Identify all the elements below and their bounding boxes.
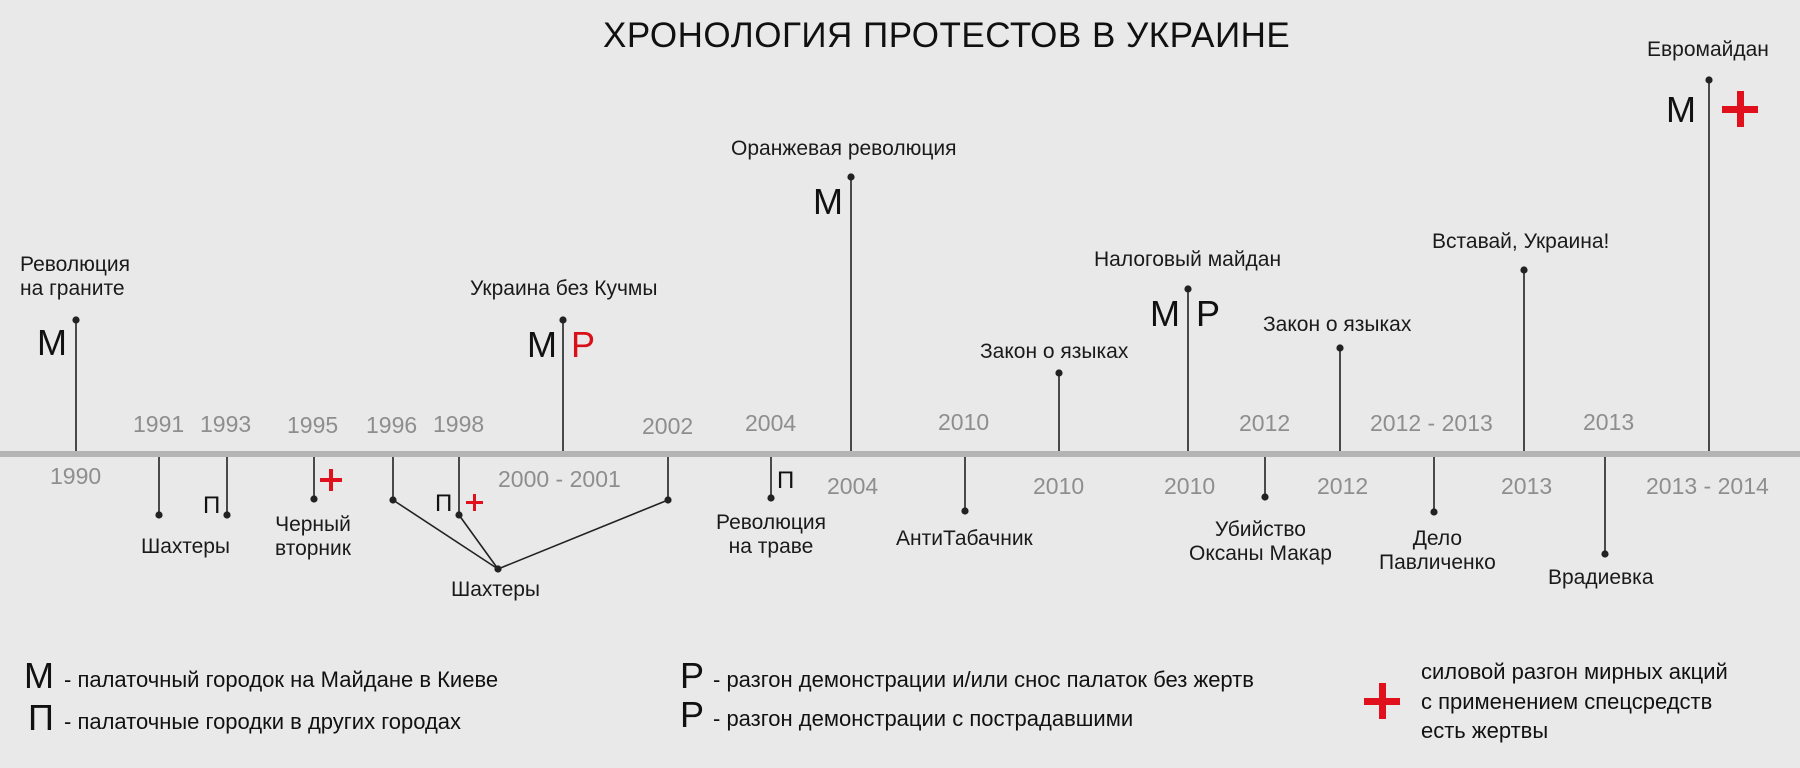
dot-orange <box>848 174 854 180</box>
year-label: 1996 <box>366 412 418 438</box>
dot-euromaidan <box>1706 77 1712 83</box>
event-pavlichenko: Дело Павличенко <box>1379 527 1496 575</box>
mark-maidan: М <box>1666 89 1696 130</box>
event-kuchma: Украина без Кучмы <box>470 277 658 300</box>
year-label: 2010 <box>1033 473 1085 499</box>
legend-text-m: - палаточный городок на Майдане в Киеве <box>64 667 499 692</box>
event-vradievka: Врадиевка <box>1548 566 1654 589</box>
mark-tent-city: П <box>203 492 221 519</box>
event-language-law-2010: Закон о языках <box>980 340 1129 363</box>
event-antitabachnik: АнтиТабачник <box>896 527 1033 550</box>
mark-dispersal-injured: Р <box>571 324 596 365</box>
year-label: 2010 <box>938 409 990 435</box>
legend-text-r: - разгон демонстрации и/или снос палаток без жертв <box>713 667 1254 692</box>
dot-tax <box>1185 286 1191 292</box>
year-label: 2012 <box>1239 410 1291 436</box>
event-orange-revolution: Оранжевая революция <box>731 137 957 160</box>
dot-lang2012 <box>1337 345 1343 351</box>
event-granite: Революция на граните <box>20 253 131 301</box>
year-label: 2002 <box>642 413 694 439</box>
dot-miners-join <box>495 566 501 572</box>
dot-granite <box>73 317 79 323</box>
mark-dispersal: Р <box>1196 293 1221 334</box>
event-oksana-makar: Убийство Оксаны Макар <box>1189 518 1332 566</box>
mark-tent-city: П <box>777 467 795 494</box>
legend-symbol-m: М <box>24 655 54 696</box>
year-label: 2013 <box>1501 473 1553 499</box>
mark-tent-city: П <box>435 490 453 517</box>
event-language-law-2012: Закон о языках <box>1263 313 1412 336</box>
event-revolution-on-grass: Революция на траве <box>716 511 827 559</box>
year-label: 1990 <box>50 463 102 489</box>
year-label: 2012 <box>1317 473 1369 499</box>
year-label: 1995 <box>287 412 339 438</box>
event-black-tuesday: Черный вторник <box>275 513 351 561</box>
legend-symbol-p: П <box>28 697 54 738</box>
year-label: 2012 - 2013 <box>1370 410 1493 436</box>
event-miners-1991-1993: Шахтеры <box>141 535 231 558</box>
dot-vstavai <box>1521 267 1527 273</box>
casualties-cross-icon <box>1364 683 1400 719</box>
legend-text-p: - палаточные городки в других городах <box>64 709 462 734</box>
event-tax-maidan: Налоговый майдан <box>1094 248 1282 271</box>
timeline-axis <box>0 451 1800 457</box>
year-label: 2013 <box>1583 409 1635 435</box>
year-label: 2004 <box>745 410 797 436</box>
year-label: 1993 <box>200 411 252 437</box>
casualties-cross-icon <box>1722 91 1758 127</box>
mark-maidan: М <box>527 324 557 365</box>
legend-text-r-red: - разгон демонстрации с пострадавшими <box>713 706 1134 731</box>
year-label: 1991 <box>133 411 185 437</box>
event-vstavai-ukraina: Вставай, Украина! <box>1432 230 1610 253</box>
dot-kuchma <box>560 317 566 323</box>
year-label: 1998 <box>433 411 485 437</box>
casualties-cross-icon <box>466 494 483 511</box>
year-label: 2000 - 2001 <box>498 466 621 492</box>
event-euromaidan: Евромайдан <box>1647 38 1769 61</box>
mark-maidan: М <box>1150 293 1180 334</box>
mark-maidan: М <box>37 322 67 363</box>
mark-maidan: М <box>813 181 843 222</box>
year-label: 2010 <box>1164 473 1216 499</box>
legend-text-cross: силовой разгон мирных акций с применением спецсредств есть жертвы <box>1421 659 1728 744</box>
year-label: 2013 - 2014 <box>1646 473 1769 499</box>
casualties-cross-icon <box>320 469 342 491</box>
year-label: 2004 <box>827 473 879 499</box>
dot-lang2010 <box>1056 370 1062 376</box>
page-title: ХРОНОЛОГИЯ ПРОТЕСТОВ В УКРАИНЕ <box>603 16 1291 55</box>
legend-symbol-r-red: Р <box>680 694 705 735</box>
event-miners-1996-2002: Шахтеры <box>451 578 541 601</box>
legend-symbol-r: Р <box>680 655 705 696</box>
